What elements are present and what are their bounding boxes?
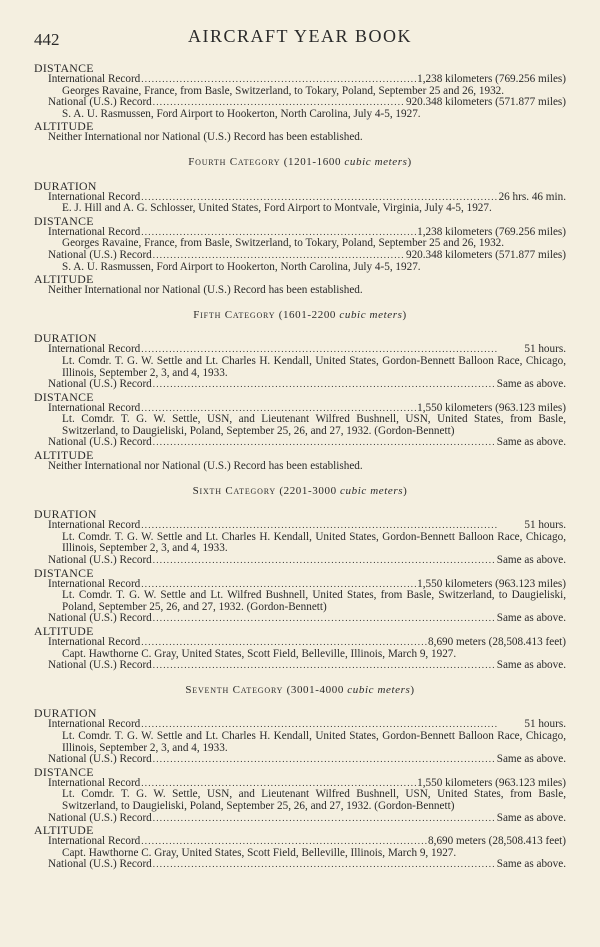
- record-detail: S. A. U. Rasmussen, Ford Airport to Hookerton, North Carolina, July 4-5, 1927.: [62, 260, 421, 273]
- record-detail: Lt. Comdr. T. G. W. Settle and Lt. Wilfred Bushnell, United States, from Basle, Switzerland, to Daugieliski, Poland, September 25, 26, and 27, 1932. (Gordon-Bennett): [62, 589, 566, 613]
- record-line: [34, 836, 566, 848]
- record-label: National (U.S.) Record: [48, 378, 152, 391]
- record-value: 920.348 kilometers (571.877 miles): [405, 96, 566, 109]
- record-type-heading: DISTANCE: [34, 213, 94, 228]
- category-heading: [34, 157, 566, 169]
- category-name: Seventh Category: [185, 683, 284, 696]
- record-line: [34, 813, 566, 825]
- record-value: 1,238 kilometers (769.256 miles): [417, 73, 566, 85]
- record-value: 8,690 meters (28,508.413 feet): [428, 835, 566, 848]
- record-value: 51 hours.: [524, 343, 566, 356]
- record-block: [34, 508, 566, 566]
- record-label: National (U.S.) Record: [48, 248, 152, 261]
- record-type-heading: ALTITUDE: [34, 119, 94, 134]
- record-type-heading: ALTITUDE: [34, 624, 94, 638]
- page-header: [34, 26, 566, 52]
- record-label: National (U.S.) Record: [48, 811, 152, 824]
- record-type-heading: DISTANCE: [34, 565, 94, 580]
- record-value: 51 hours.: [524, 718, 566, 731]
- category-close: ): [407, 155, 412, 168]
- record-note: Neither International nor National (U.S.) Record has been established.: [48, 284, 363, 297]
- record-detail: Capt. Hawthorne C. Gray, United States, Scott Field, Belleville, Illinois, March 9, 1927.: [62, 647, 457, 660]
- category-close: ): [410, 683, 415, 696]
- category-heading: [34, 486, 566, 498]
- category-range: (3001-4000: [286, 683, 344, 696]
- record-detail: E. J. Hill and A. G. Schlosser, United States, Ford Airport to Montvale, Virginia, July 4-5, 1927.: [62, 202, 492, 215]
- record-type-heading: DURATION: [34, 178, 97, 193]
- category-range: (1601-2200: [278, 308, 337, 321]
- record-value: 1,238 kilometers (769.256 miles): [417, 225, 566, 238]
- record-label: International Record: [48, 73, 141, 85]
- category-heading: [34, 310, 566, 322]
- record-detail: Capt. Hawthorne C. Gray, United States, Scott Field, Belleville, Illinois, March 9, 1927.: [62, 846, 457, 859]
- record-label: National (U.S.) Record: [48, 659, 152, 672]
- record-value: 1,550 kilometers (963.123 miles): [417, 401, 566, 414]
- category-name: Fourth Category: [188, 155, 281, 168]
- record-label: International Record: [48, 401, 141, 414]
- category-unit: cubic meters: [344, 155, 408, 168]
- dot-leader: [153, 813, 496, 825]
- record-value: 920.348 kilometers (571.877 miles): [405, 248, 566, 261]
- record-note: Neither International nor National (U.S.) Record has been established.: [48, 460, 363, 473]
- dot-leader: [153, 379, 496, 391]
- record-value: 1,550 kilometers (963.123 miles): [417, 776, 566, 789]
- record-type-heading: DURATION: [34, 331, 97, 346]
- record-type-heading: DISTANCE: [34, 764, 94, 779]
- record-block: [34, 567, 566, 625]
- record-label: International Record: [48, 636, 141, 648]
- category-range: (2201-3000: [279, 484, 337, 497]
- record-line: [34, 379, 566, 391]
- record-value: Same as above.: [496, 753, 566, 766]
- category-section: [34, 486, 566, 672]
- record-block: [34, 62, 566, 120]
- record-line: [34, 754, 566, 766]
- record-value: Same as above.: [496, 612, 566, 625]
- record-value: Same as above.: [496, 554, 566, 567]
- dot-leader: [153, 660, 496, 672]
- record-detail: Lt. Comdr. T. G. W. Settle and Lt. Charles H. Kendall, United States, Gordon-Bennett Balloon Race, Chicago, Illinois, September 2, 3, and 4, 1933.: [62, 530, 566, 555]
- category-name: Fifth Category: [193, 308, 276, 321]
- record-value: Same as above.: [496, 858, 566, 871]
- record-line: [34, 250, 566, 262]
- dot-leader: [153, 250, 405, 262]
- record-line: [34, 660, 566, 672]
- record-value: 51 hours.: [524, 519, 566, 532]
- dot-leader: [153, 613, 496, 625]
- record-detail: Georges Ravaine, France, from Basle, Switzerland, to Tokary, Poland, September 25 and 26, 1932.: [62, 237, 505, 250]
- dot-leader: [153, 859, 496, 871]
- record-type-heading: DISTANCE: [34, 389, 94, 404]
- record-label: International Record: [48, 519, 141, 532]
- record-block: [34, 120, 566, 144]
- record-value: Same as above.: [496, 659, 566, 672]
- record-type-heading: ALTITUDE: [34, 272, 94, 287]
- dot-leader: [141, 637, 427, 649]
- dot-leader: [153, 555, 496, 567]
- category-section: [34, 62, 566, 144]
- record-value: Same as above.: [496, 378, 566, 391]
- record-detail: Lt. Comdr. T. G. W. Settle and Lt. Charles H. Kendall, United States, Gordon-Bennett Balloon Race, Chicago, Illinois, September 2, 3, and 4, 1933.: [62, 729, 566, 754]
- record-label: International Record: [48, 776, 141, 789]
- category-unit: cubic meters: [347, 683, 411, 696]
- record-type-heading: ALTITUDE: [34, 823, 94, 838]
- dot-leader: [141, 836, 427, 848]
- category-close: ): [402, 308, 407, 321]
- category-unit: cubic meters: [340, 484, 404, 497]
- record-type-heading: DURATION: [34, 507, 97, 522]
- dot-leader: [153, 437, 496, 449]
- record-value: 8,690 meters (28,508.413 feet): [428, 636, 566, 648]
- record-type-heading: DISTANCE: [34, 61, 94, 75]
- record-line: [34, 637, 566, 649]
- record-detail: Georges Ravaine, France, from Basle, Switzerland, to Tokary, Poland, September 25 and 26, 1932.: [62, 84, 505, 97]
- record-label: National (U.S.) Record: [48, 612, 152, 625]
- record-value: 1,550 kilometers (963.123 miles): [417, 577, 566, 590]
- record-block: [34, 180, 566, 215]
- record-type-heading: ALTITUDE: [34, 448, 94, 463]
- record-detail: Lt. Comdr. T. G. W. Settle, USN, and Lieutenant Wilfred Bushnell, USN, United States, from Basle, Switzerland, to Daugieliski, Poland, September 25, 26, and 27, 1932. (Gordon-Bennett): [62, 413, 566, 437]
- record-label: National (U.S.) Record: [48, 858, 152, 871]
- record-value: 26 hrs. 46 min.: [498, 190, 566, 203]
- record-label: International Record: [48, 577, 141, 590]
- record-label: National (U.S.) Record: [48, 753, 152, 766]
- record-detail: Lt. Comdr. T. G. W. Settle, USN, and Lieutenant Wilfred Bushnell, USN, United States, from Basle, Switzerland, to Daugieliski, Poland, September 25, 26, and 27, 1932. (Gordon-Bennett): [62, 788, 566, 812]
- dot-leader: [153, 754, 496, 766]
- record-block: [34, 707, 566, 765]
- category-section: [34, 310, 566, 473]
- record-line: [34, 437, 566, 449]
- record-line: [34, 859, 566, 871]
- record-line: [34, 74, 566, 86]
- record-note: Neither International nor National (U.S.) Record has been established.: [48, 131, 363, 144]
- record-value: Same as above.: [496, 811, 566, 824]
- record-line: [34, 555, 566, 567]
- record-label: International Record: [48, 718, 141, 731]
- record-label: National (U.S.) Record: [48, 96, 152, 109]
- category-section: [34, 157, 566, 297]
- record-label: National (U.S.) Record: [48, 436, 152, 449]
- category-close: ): [403, 484, 408, 497]
- record-label: National (U.S.) Record: [48, 554, 152, 567]
- record-block: [34, 332, 566, 390]
- record-block: [34, 625, 566, 672]
- category-section: [34, 685, 566, 871]
- page-number: 442: [34, 30, 60, 49]
- record-block: [34, 824, 566, 871]
- dot-leader: [141, 74, 416, 86]
- record-label: International Record: [48, 190, 141, 203]
- record-listing: [34, 62, 566, 871]
- record-block: [34, 449, 566, 473]
- record-label: International Record: [48, 225, 141, 238]
- category-name: Sixth Category: [192, 484, 276, 497]
- record-line: [34, 613, 566, 625]
- record-block: [34, 215, 566, 273]
- category-heading: [34, 685, 566, 697]
- category-range: (1201-1600: [283, 155, 342, 168]
- record-detail: S. A. U. Rasmussen, Ford Airport to Hookerton, North Carolina, July 4-5, 1927.: [62, 107, 421, 120]
- record-value: Same as above.: [496, 436, 566, 449]
- record-block: [34, 391, 566, 449]
- record-type-heading: DURATION: [34, 706, 97, 721]
- record-block: [34, 766, 566, 824]
- page-title: AIRCRAFT YEAR BOOK: [187, 26, 413, 46]
- record-detail: Lt. Comdr. T. G. W. Settle and Lt. Charles H. Kendall, United States, Gordon-Bennett Balloon Race, Chicago, Illinois, September 2, 3, and 4, 1933.: [62, 354, 566, 379]
- record-block: [34, 273, 566, 297]
- record-label: International Record: [48, 835, 141, 848]
- record-label: International Record: [48, 343, 141, 356]
- category-unit: cubic meters: [339, 308, 403, 321]
